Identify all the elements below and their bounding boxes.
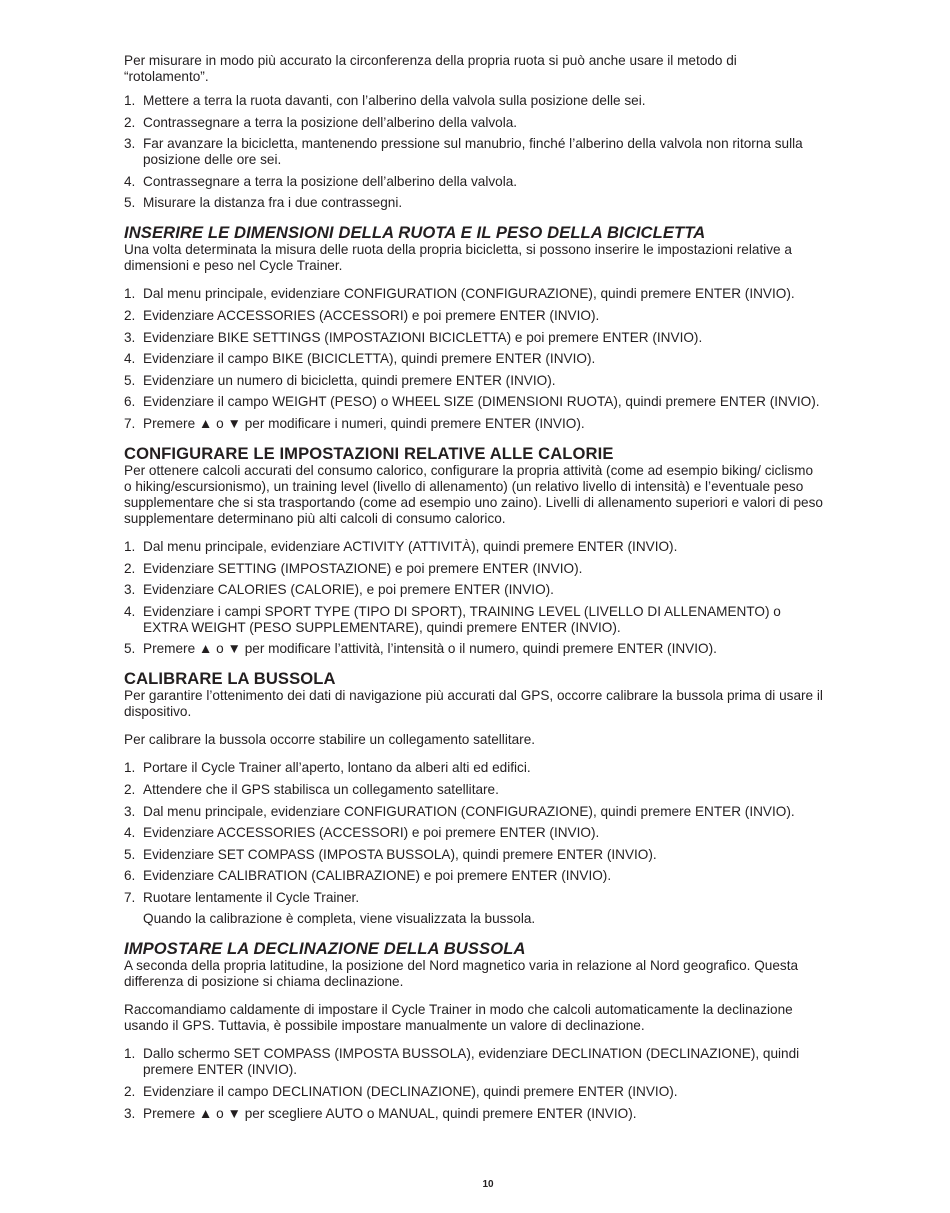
declination-paragraph-gps: Raccomandiamo caldamente di impostare il Cycle Trainer in modo che calcoli automaticamente la declinazione usando il GPS. Tuttavia, è possibile impostare manualmente un valore di declinazione. [124, 1002, 793, 1034]
list-item: 7. Ruotare lentamente il Cycle Trainer. [124, 889, 360, 905]
page-number: 10 [482, 1179, 494, 1190]
list-item: 5. Evidenziare un numero di bicicletta, quindi premere ENTER (INVIO). [124, 372, 556, 388]
list-item: 6. Evidenziare CALIBRATION (CALIBRAZIONE) e poi premere ENTER (INVIO). [124, 868, 612, 884]
list-item: 6. Evidenziare il campo WEIGHT (PESO) o WHEEL SIZE (DIMENSIONI RUOTA), quindi premere ENTER (INVIO). [124, 394, 820, 410]
list-item: 5. Premere ▲ o ▼ per modificare l’attività, l’intensità o il numero, quindi premere ENTER (INVIO). [124, 641, 717, 657]
list-item: 1. Dallo schermo SET COMPASS (IMPOSTA BUSSOLA), evidenziare DECLINATION (DECLINAZIONE), quindi premere ENTER (INVIO). [124, 1046, 800, 1078]
document-body [124, 53, 824, 1127]
list-item: 5. Misurare la distanza fra i due contrassegni. [124, 195, 403, 211]
list-item: 5. Evidenziare SET COMPASS (IMPOSTA BUSSOLA), quindi premere ENTER (INVIO). [124, 846, 657, 862]
calories-paragraph: Per ottenere calcoli accurati del consumo calorico, configurare la propria attività (come ad esempio biking/ ciclismo o hiking/escursionismo), un training level (livello di allenamento) (un relativo livello di intensità) e l’eventuale peso supplementare che si sta trasportando (come ad esempio uno zaino). Livelli di allenamento superiori e valori di peso supplementare determinano più alti calcoli di consumo calorico. [124, 462, 823, 526]
section-heading-calories: CONFIGURARE LE IMPOSTAZIONI RELATIVE ALLE CALORIE [124, 443, 614, 463]
list-item: 2. Evidenziare ACCESSORIES (ACCESSORI) e poi premere ENTER (INVIO). [124, 307, 600, 323]
list-item: 3. Dal menu principale, evidenziare CONFIGURATION (CONFIGURAZIONE), quindi premere ENTER (INVIO). [124, 803, 795, 819]
list-item: 1. Portare il Cycle Trainer all’aperto, lontano da alberi alti ed edifici. [124, 760, 531, 776]
list-item: 3. Evidenziare CALORIES (CALORIE), e poi premere ENTER (INVIO). [124, 582, 554, 598]
compass-paragraph: Per garantire l’ottenimento dei dati di navigazione più accurati dal GPS, occorre calibrare la bussola prima di usare il dispositivo. [124, 688, 823, 720]
list-item: 1. Dal menu principale, evidenziare CONFIGURATION (CONFIGURAZIONE), quindi premere ENTER (INVIO). [124, 286, 795, 302]
compass-steps [124, 760, 824, 906]
calibration-note: Quando la calibrazione è completa, viene visualizzata la bussola. [143, 911, 536, 927]
list-item: 1. Dal menu principale, evidenziare ACTIVITY (ATTIVITÀ), quindi premere ENTER (INVIO). [124, 538, 678, 554]
list-item: 4. Evidenziare i campi SPORT TYPE (TIPO DI SPORT), TRAINING LEVEL (LIVELLO DI ALLENAMENTO) o EXTRA WEIGHT (PESO SUPPLEMENTARE), quindi premere ENTER (INVIO). [124, 603, 781, 635]
list-item: 2. Evidenziare il campo DECLINATION (DECLINAZIONE), quindi premere ENTER (INVIO). [124, 1084, 678, 1100]
list-item: 3. Evidenziare BIKE SETTINGS (IMPOSTAZIONI BICICLETTA) e poi premere ENTER (INVIO). [124, 329, 703, 345]
calories-steps [124, 539, 824, 657]
list-item: 2. Attendere che il GPS stabilisca un collegamento satellitare. [124, 781, 499, 797]
declination-steps [124, 1046, 824, 1121]
declination-paragraph: A seconda della propria latitudine, la posizione del Nord magnetico varia in relazione al Nord geografico. Questa differenza di posizione si chiama declinazione. [124, 958, 799, 990]
intro-paragraph: Per misurare in modo più accurato la circonferenza della propria ruota si può anche usare il metodo di “rotolamento”. [124, 53, 737, 84]
list-item: 3. Far avanzare la bicicletta, mantenendo pressione sul manubrio, finché l’alberino della valvola non ritorna sulla posizione delle ore sei. [124, 136, 803, 168]
list-item: 1. Mettere a terra la ruota davanti, con l’alberino della valvola sulla posizione delle sei. [124, 93, 646, 108]
list-item: 2. Evidenziare SETTING (IMPOSTAZIONE) e poi premere ENTER (INVIO). [124, 560, 583, 576]
section-heading-wheel: INSERIRE LE DIMENSIONI DELLA RUOTA E IL PESO DELLA BICICLETTA [124, 223, 706, 243]
compass-paragraph-satellite: Per calibrare la bussola occorre stabilire un collegamento satellitare. [124, 732, 536, 748]
section-heading-compass: CALIBRARE LA BUSSOLA [124, 669, 336, 689]
wheel-paragraph: Una volta determinata la misura delle ruota della propria bicicletta, si possono inserire le impostazioni relative a dimensioni e peso nel Cycle Trainer. [124, 242, 792, 274]
rolling-method-steps [124, 93, 824, 211]
list-item: 4. Evidenziare ACCESSORIES (ACCESSORI) e poi premere ENTER (INVIO). [124, 825, 600, 841]
section-heading-declination: IMPOSTARE LA DECLINAZIONE DELLA BUSSOLA [124, 939, 526, 959]
list-item: 3. Premere ▲ o ▼ per scegliere AUTO o MANUAL, quindi premere ENTER (INVIO). [124, 1105, 637, 1121]
wheel-steps [124, 286, 824, 432]
list-item: 7. Premere ▲ o ▼ per modificare i numeri, quindi premere ENTER (INVIO). [124, 415, 585, 431]
list-item: 4. Contrassegnare a terra la posizione dell’alberino della valvola. [124, 173, 518, 189]
list-item: 2. Contrassegnare a terra la posizione dell’alberino della valvola. [124, 114, 518, 130]
list-item: 4. Evidenziare il campo BIKE (BICICLETTA), quindi premere ENTER (INVIO). [124, 351, 596, 367]
